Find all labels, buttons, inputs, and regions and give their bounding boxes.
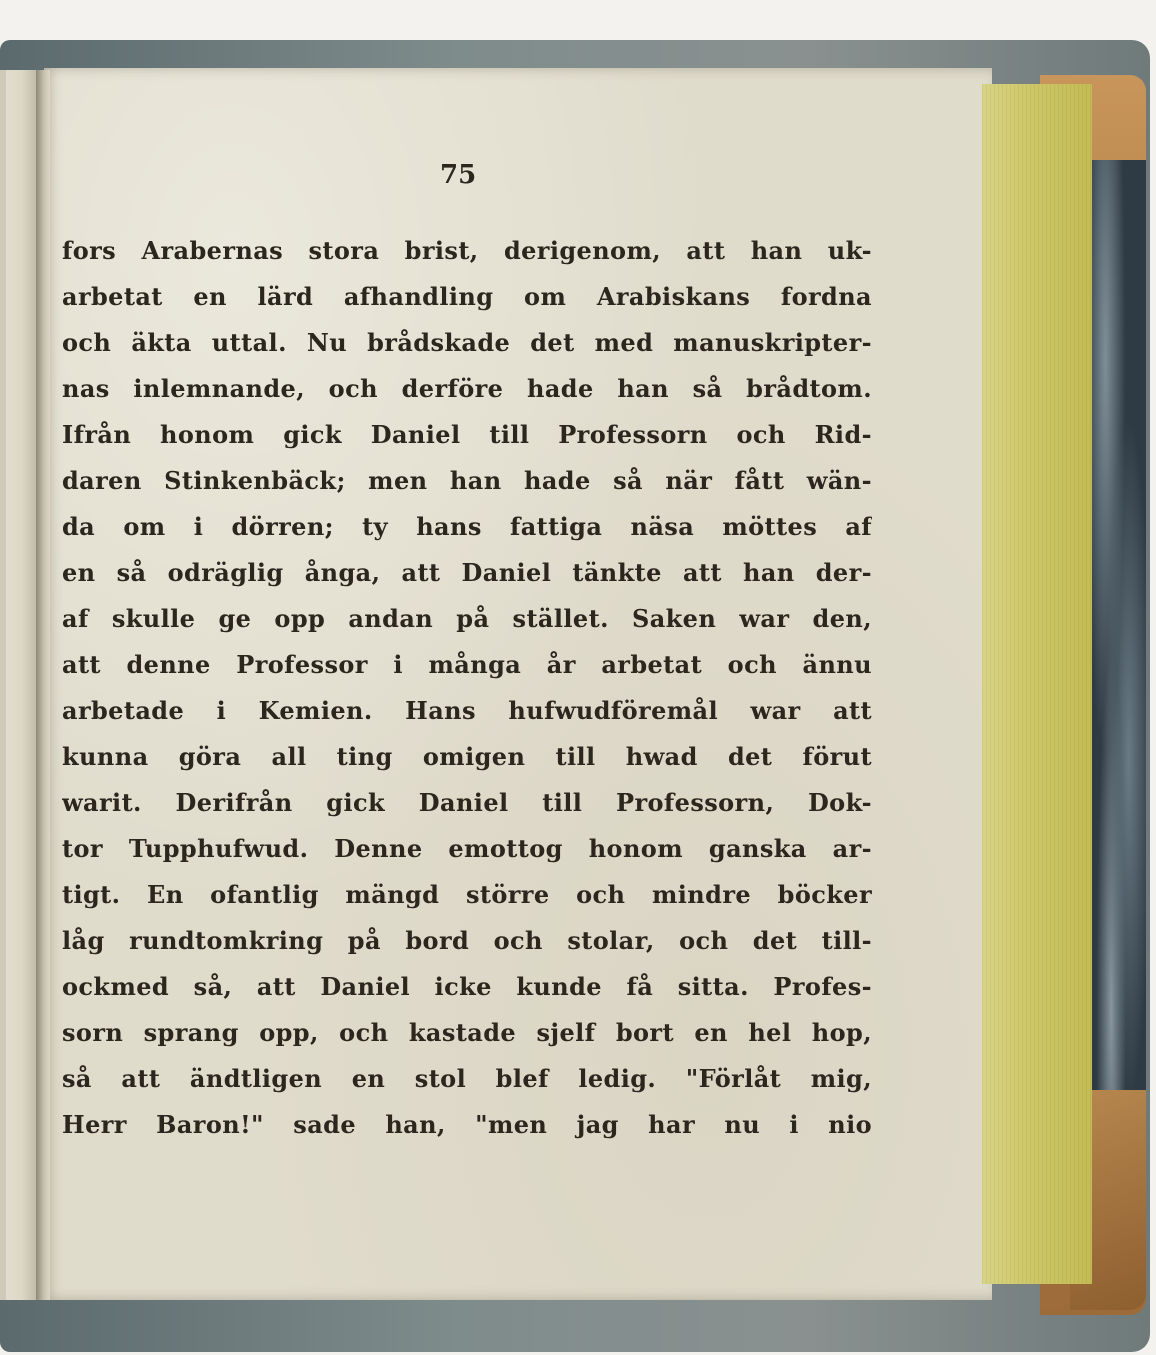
- left-page-edge: [0, 70, 40, 1300]
- text-line: da om i dörren; ty hans fattiga näsa möttes af: [62, 512, 872, 541]
- book-gutter: [36, 70, 50, 1300]
- text-line: fors Arabernas stora brist, derigenom, att han uk-: [62, 236, 872, 265]
- page-fore-edge: [982, 84, 1092, 1284]
- text-line: sorn sprang opp, och kastade sjelf bort en hel hop,: [62, 1018, 872, 1047]
- text-line: och äkta uttal. Nu brådskade det med manuskripter-: [62, 328, 872, 357]
- text-line: tigt. En ofantlig mängd större och mindre böcker: [62, 880, 872, 909]
- text-line: en så odräglig ånga, att Daniel tänkte att han der-: [62, 558, 872, 587]
- text-line: tor Tupphufwud. Denne emottog honom ganska ar-: [62, 834, 872, 863]
- text-line: låg rundtomkring på bord och stolar, och det till-: [62, 926, 872, 955]
- marbled-board: [1088, 160, 1146, 1160]
- text-line: så att ändtligen en stol blef ledig. "Förlåt mig,: [62, 1064, 872, 1093]
- left-page-outer-edge: [0, 70, 6, 1300]
- body-text: [62, 228, 872, 1148]
- text-line: att denne Professor i många år arbetat och ännu: [62, 650, 872, 679]
- text-line: kunna göra all ting omigen till hwad det förut: [62, 742, 872, 771]
- text-line: arbetat en lärd afhandling om Arabiskans fordna: [62, 282, 872, 311]
- text-line: nas inlemnande, och derföre hade han så brådtom.: [62, 374, 872, 403]
- text-line: af skulle ge opp andan på stället. Saken war den,: [62, 604, 872, 633]
- text-line: warit. Derifrån gick Daniel till Professorn, Dok-: [62, 788, 872, 817]
- text-line: Ifrån honom gick Daniel till Professorn och Rid-: [62, 420, 872, 449]
- text-line: daren Stinkenbäck; men han hade så när fått wän-: [62, 466, 872, 495]
- text-line: ockmed så, att Daniel icke kunde få sitta. Profes-: [62, 972, 872, 1001]
- text-line: arbetade i Kemien. Hans hufwudföremål war att: [62, 696, 872, 725]
- page-number: 75: [440, 160, 477, 190]
- text-line: Herr Baron!" sade han, "men jag har nu i nio: [62, 1110, 872, 1139]
